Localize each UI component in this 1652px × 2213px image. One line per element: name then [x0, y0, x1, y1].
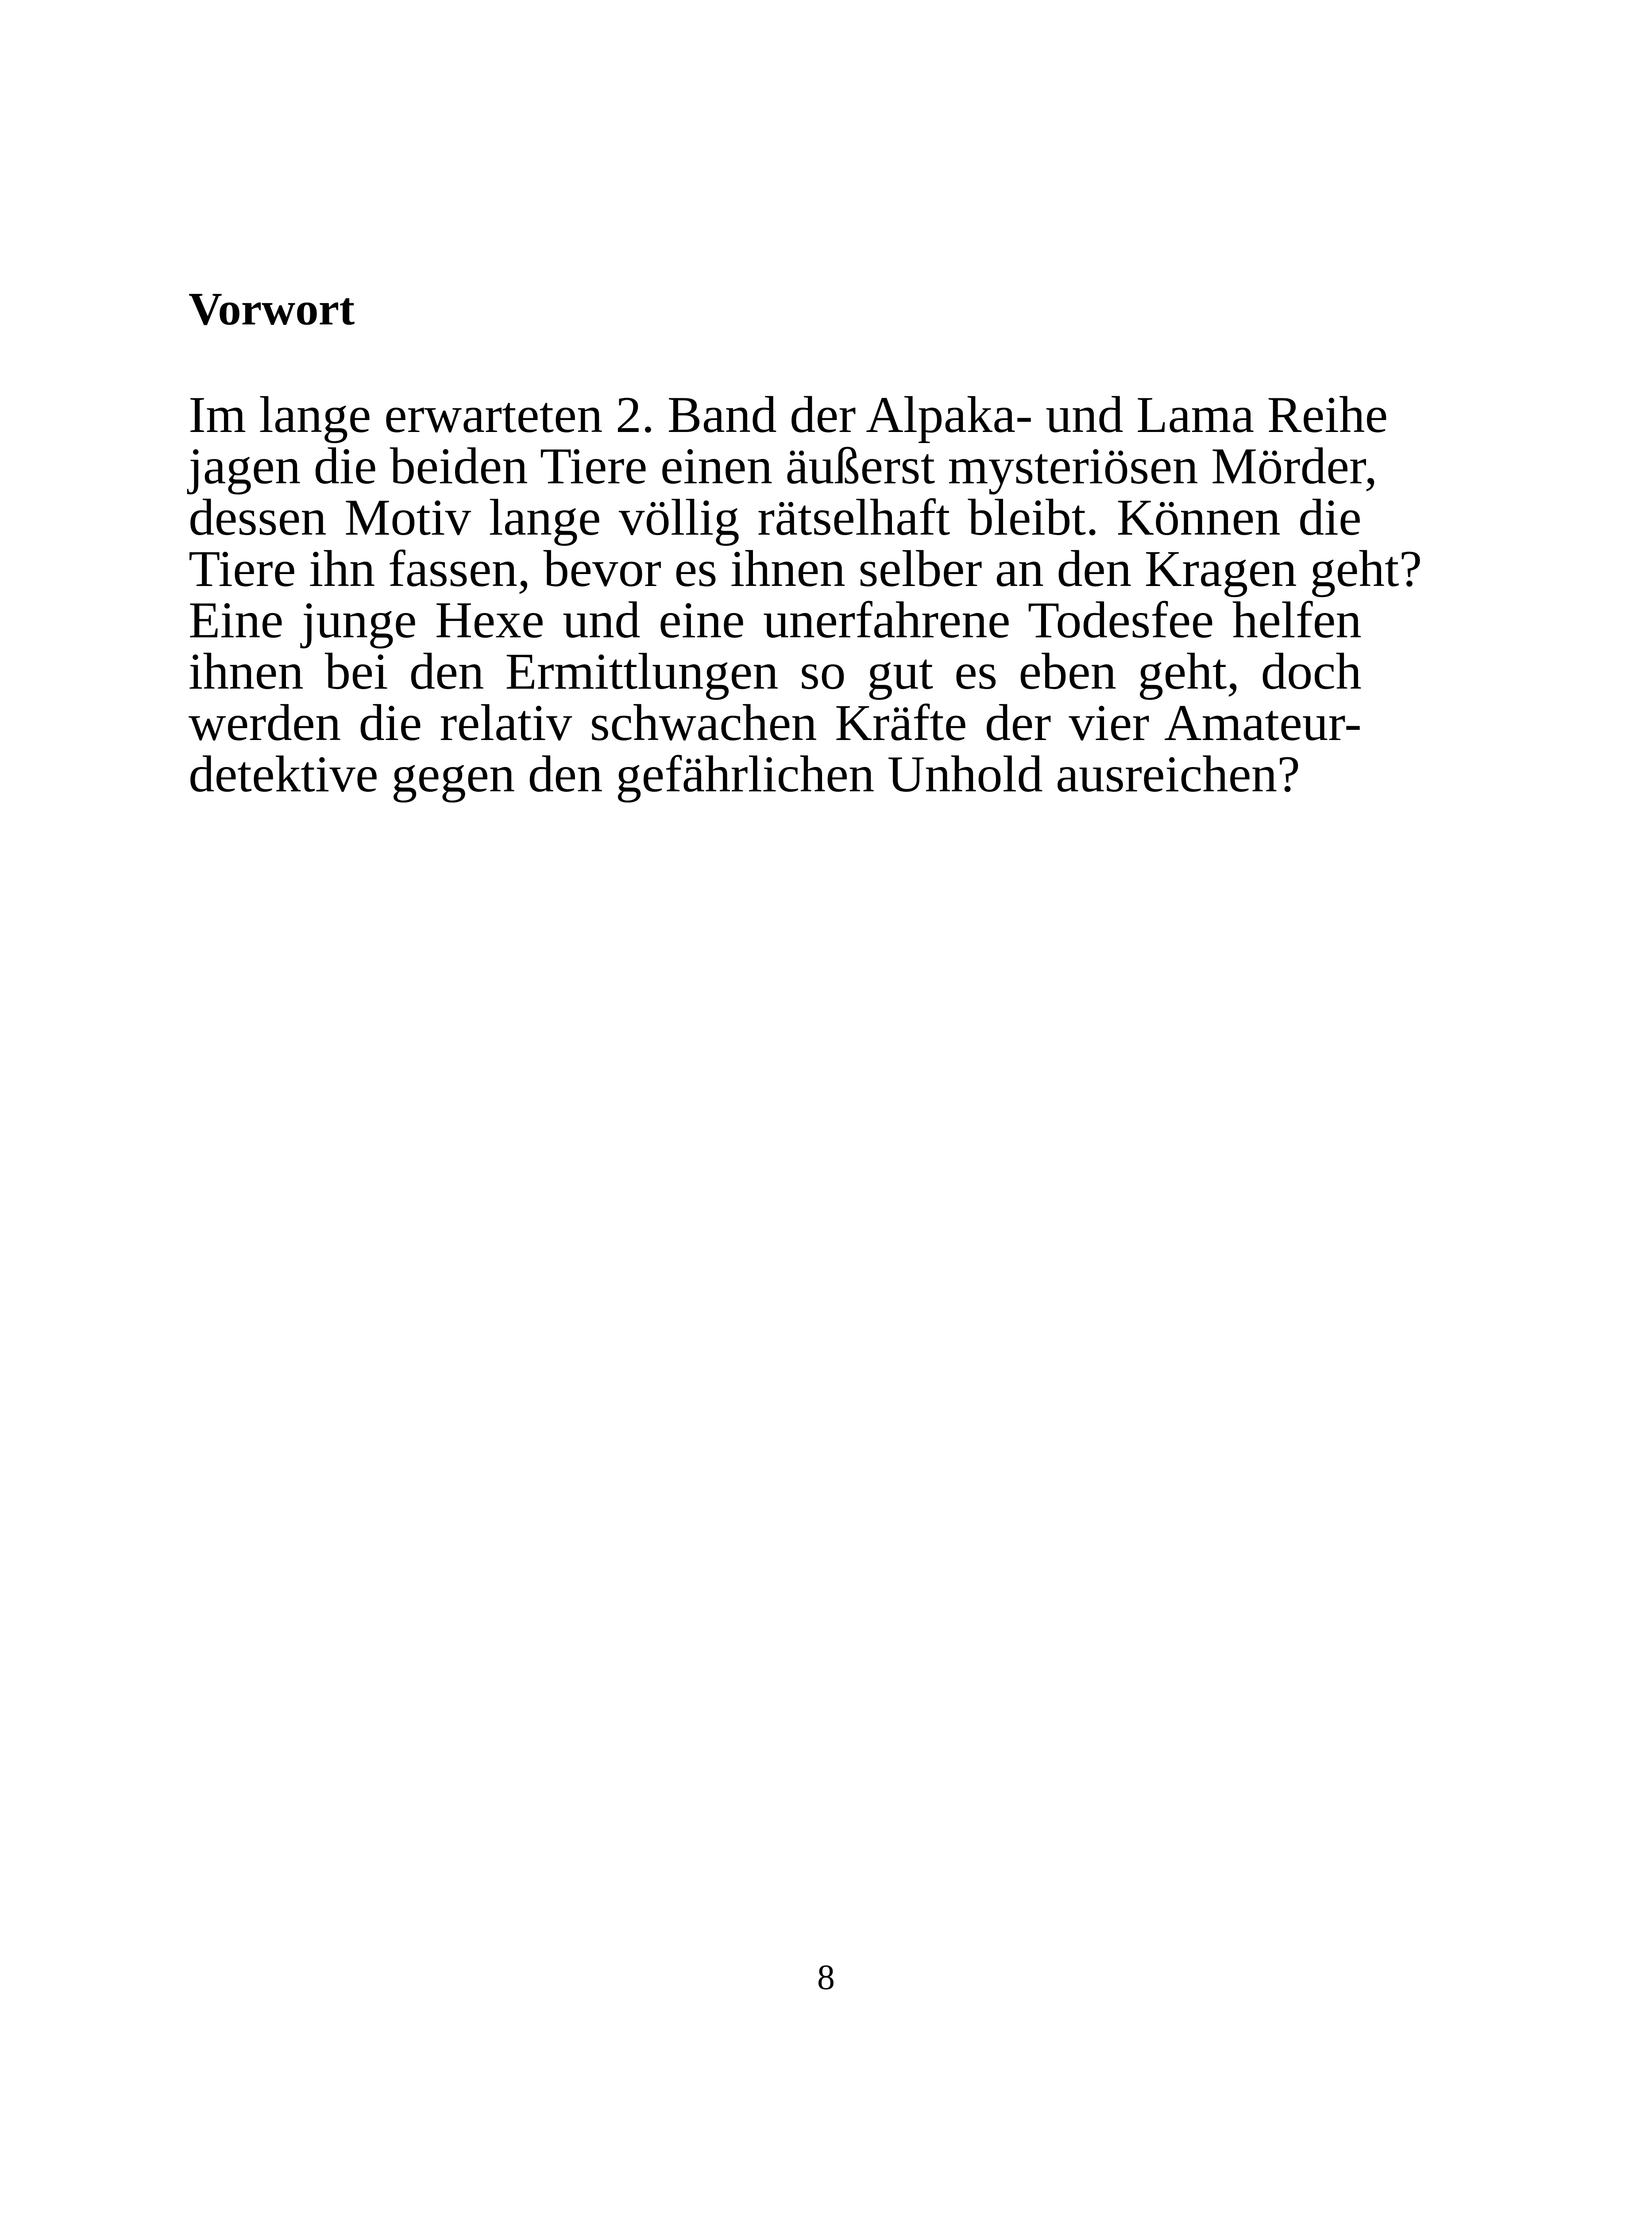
- paragraph-line: ihnen bei den Ermittlungen so gut es eben geht, doch: [189, 643, 1362, 700]
- page-number: 8: [817, 1958, 835, 1997]
- body-paragraph: [189, 386, 1422, 803]
- paragraph-line: Im lange erwarteten 2. Band der Alpaka- und Lama Reihe: [189, 386, 1388, 443]
- paragraph-line: detektive gegen den gefährlichen Unhold ausreichen?: [189, 746, 1301, 803]
- paragraph-line: werden die relativ schwachen Kräfte der vier Amateur-: [189, 694, 1362, 752]
- paragraph-line: Tiere ihn fassen, bevor es ihnen selber an den Kragen geht?: [189, 540, 1422, 598]
- paragraph-line: dessen Motiv lange völlig rätselhaft bleibt. Können die: [189, 489, 1362, 546]
- paragraph-line: jagen die beiden Tiere einen äußerst mysteriösen Mörder,: [189, 438, 1378, 495]
- section-heading: Vorwort: [189, 283, 355, 335]
- paragraph-line: Eine junge Hexe und eine unerfahrene Todesfee helfen: [189, 592, 1362, 649]
